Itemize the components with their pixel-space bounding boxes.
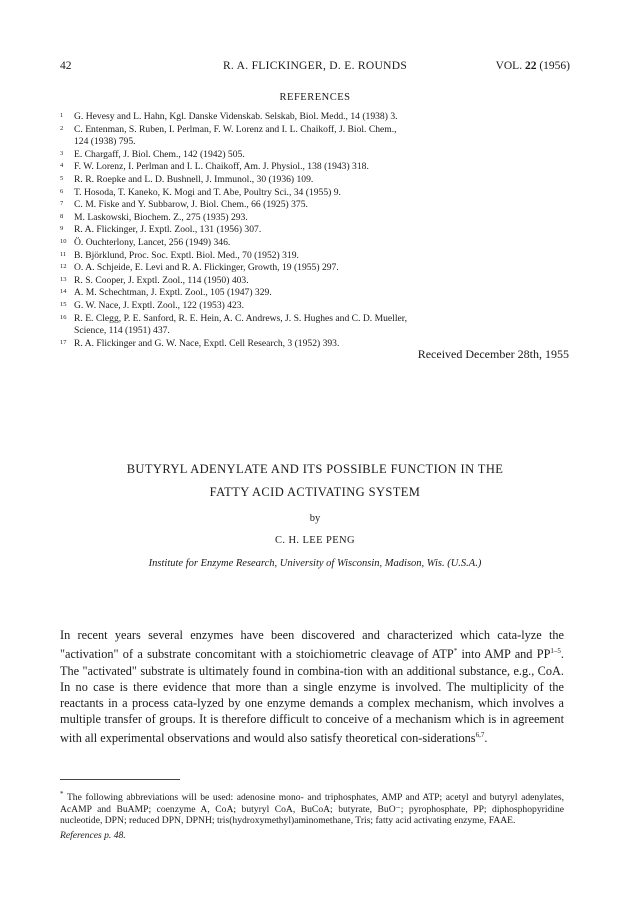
reference-item: 2 C. Entenman, S. Ruben, I. Perlman, F. W. Lorenz and I. L. Chaikoff, J. Biol. Chem., bbox=[60, 123, 397, 135]
reference-item: 11 B. Björklund, Proc. Soc. Exptl. Biol. Med., 70 (1952) 319. bbox=[60, 249, 299, 261]
reference-list bbox=[60, 111, 560, 350]
reference-item: 13 R. S. Cooper, J. Exptl. Zool., 114 (1950) 403. bbox=[60, 274, 249, 286]
reference-item: 8 M. Laskowski, Biochem. Z., 275 (1935) 293. bbox=[60, 211, 248, 223]
volume-number: 22 bbox=[524, 60, 537, 72]
reference-item-continuation: 124 (1938) 795. bbox=[74, 136, 136, 148]
reference-item: 9 R. A. Flickinger, J. Exptl. Zool., 131 (1956) 307. bbox=[60, 224, 262, 236]
reference-item: 4 F. W. Lorenz, I. Perlman and I. L. Chaikoff, Am. J. Physiol., 138 (1943) 318. bbox=[60, 161, 369, 173]
reference-item: 7 C. M. Fiske and Y. Subbarow, J. Biol. Chem., 66 (1925) 375. bbox=[60, 199, 308, 211]
byline: by bbox=[309, 513, 321, 524]
article-title-line-2: FATTY ACID ACTIVATING SYSTEM bbox=[209, 485, 421, 499]
author-affiliation: Institute for Enzyme Research, University of Wisconsin, Madison, Wis. (U.S.A.) bbox=[148, 558, 482, 569]
references-heading: REFERENCES bbox=[279, 92, 351, 103]
reference-item: 14 A. M. Schechtman, J. Exptl. Zool., 105 (1947) 329. bbox=[60, 287, 272, 299]
footnote-marker: * bbox=[453, 647, 458, 656]
reference-item: 12 O. A. Schjeide, E. Levi and R. A. Flickinger, Growth, 19 (1955) 297. bbox=[60, 262, 339, 274]
reference-item: 15 G. W. Nace, J. Exptl. Zool., 122 (1953) 423. bbox=[60, 299, 245, 311]
reference-item: 17 R. A. Flickinger and G. W. Nace, Exptl. Cell Research, 3 (1952) 393. bbox=[60, 337, 340, 349]
footnote-divider bbox=[60, 779, 180, 780]
received-date: Received December 28th, 1955 bbox=[417, 347, 569, 361]
reference-item: 10 Ö. Ouchterlony, Lancet, 256 (1949) 346. bbox=[60, 236, 231, 248]
reference-item: 6 T. Hosoda, T. Kaneko, K. Mogi and T. Abe, Poultry Sci., 34 (1955) 9. bbox=[60, 186, 341, 198]
reference-item: 3 E. Chargaff, J. Biol. Chem., 142 (1942) 505. bbox=[60, 148, 245, 160]
citation-marker: 1–5 bbox=[550, 647, 561, 656]
page-header bbox=[60, 60, 570, 76]
abbreviations-footnote: * The following abbreviations will be used: adenosine mono- and triphosphates, AMP and ATP; acetyl and butyryl adenylates, AcAMP and BuAMP; coenzyme A, CoA; butyryl CoA, BuCoA; butyrate, BuO⁻; pyrophosphate, PP; diphosphopyridine nucleotide, DPN; reduced DPN, DPNH; tris(hydroxymethyl)aminomethane, Tris; fatty acid activating enzyme, FAAE. bbox=[60, 790, 564, 827]
volume-info bbox=[496, 60, 570, 72]
reference-item-continuation: Science, 114 (1951) 437. bbox=[74, 325, 170, 337]
reference-item: 16 R. E. Clegg, P. E. Sanford, R. E. Hein, A. C. Andrews, J. S. Hughes and C. D. Mueller, bbox=[60, 312, 407, 324]
author-name: C. H. LEE PENG bbox=[275, 535, 355, 546]
volume-year: (1956) bbox=[539, 60, 570, 72]
volume-label: VOL. bbox=[495, 60, 523, 72]
article-title-line-1: BUTYRYL ADENYLATE AND ITS POSSIBLE FUNCTION IN THE bbox=[126, 462, 504, 476]
reference-item: 5 R. R. Roepke and L. D. Bushnell, J. Immunol., 30 (1936) 109. bbox=[60, 173, 314, 185]
reference-item: 1 G. Hevesy and L. Hahn, Kgl. Danske Videnskab. Selskab, Biol. Medd., 14 (1938) 3. bbox=[60, 111, 398, 122]
references-page-note: References p. 48. bbox=[60, 830, 126, 841]
citation-marker: 6,7 bbox=[475, 731, 485, 740]
page-number: 42 bbox=[60, 60, 72, 72]
article-title bbox=[60, 458, 570, 504]
intro-paragraph: In recent years several enzymes have been discovered and characterized which cata-lyze the "activation" of a substrate concomitant with a stoichiometric cleavage of ATP* into AMP and PP$^{1-5}$. The "activated" substrate is ultimately found in combina-tion with an additional substance, e.g., CoA. In no case is there evidence that more than a single enzyme is involved. The multiplicity of the reactants in a process cata-lyzed by one enzyme demands a complex mechanism, which involves a multiple transfer of groups. It is therefore difficult to conceive of a mechanism which is in agreement with all experimental observations and would also satisfy theoretical con-siderations$^{6,7}$. bbox=[60, 628, 564, 746]
running-title: R. A. FLICKINGER, D. E. ROUNDS bbox=[222, 60, 408, 72]
